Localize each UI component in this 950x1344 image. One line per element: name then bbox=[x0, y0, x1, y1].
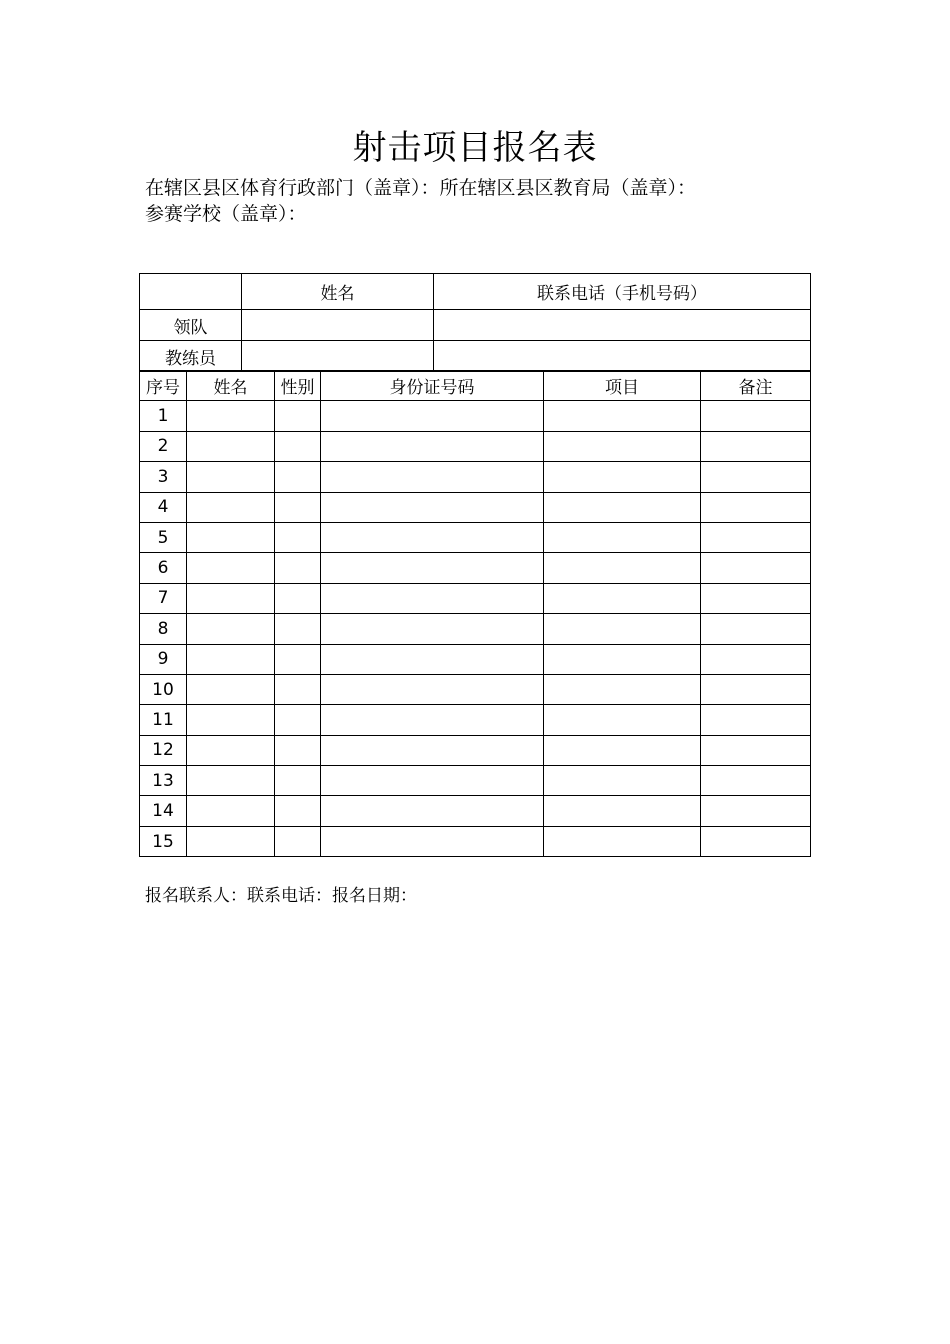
table-row bbox=[140, 735, 811, 765]
staff-phone-cell[interactable] bbox=[434, 341, 811, 372]
event-cell[interactable] bbox=[544, 583, 701, 613]
gender-cell[interactable] bbox=[275, 583, 321, 613]
remarks-cell[interactable] bbox=[701, 492, 811, 522]
gender-cell[interactable] bbox=[275, 735, 321, 765]
staff-table-header bbox=[140, 274, 811, 310]
staff-header-phone: 联系电话（手机号码） bbox=[434, 274, 811, 310]
name-cell[interactable] bbox=[187, 614, 275, 644]
table-row bbox=[140, 462, 811, 492]
gender-cell[interactable] bbox=[275, 522, 321, 552]
row-number-cell: 8 bbox=[140, 614, 187, 644]
athlete-table bbox=[139, 370, 811, 857]
name-cell[interactable] bbox=[187, 522, 275, 552]
event-cell[interactable] bbox=[544, 401, 701, 431]
staff-header-name: 姓名 bbox=[242, 274, 434, 310]
event-cell[interactable] bbox=[544, 462, 701, 492]
remarks-cell[interactable] bbox=[701, 462, 811, 492]
event-cell[interactable] bbox=[544, 766, 701, 796]
event-cell[interactable] bbox=[544, 522, 701, 552]
event-cell[interactable] bbox=[544, 674, 701, 704]
id-number-cell[interactable] bbox=[321, 705, 544, 735]
col-header-name: 姓名 bbox=[187, 371, 275, 401]
gender-cell[interactable] bbox=[275, 553, 321, 583]
table-row bbox=[140, 614, 811, 644]
gender-cell[interactable] bbox=[275, 462, 321, 492]
col-header-event: 项目 bbox=[544, 371, 701, 401]
id-number-cell[interactable] bbox=[321, 553, 544, 583]
table-row bbox=[140, 674, 811, 704]
remarks-cell[interactable] bbox=[701, 644, 811, 674]
gender-cell[interactable] bbox=[275, 614, 321, 644]
table-row bbox=[140, 705, 811, 735]
name-cell[interactable] bbox=[187, 583, 275, 613]
table-row bbox=[140, 522, 811, 552]
row-number-cell: 1 bbox=[140, 401, 187, 431]
table-row bbox=[140, 826, 811, 856]
table-row bbox=[140, 796, 811, 826]
header-line-1: 在辖区县区体育行政部门（盖章）：所在辖区县区教育局（盖章）： bbox=[145, 177, 697, 199]
staff-row-coach bbox=[140, 341, 811, 372]
staff-row-label: 教练员 bbox=[140, 341, 242, 372]
row-number-cell: 12 bbox=[140, 735, 187, 765]
staff-phone-cell[interactable] bbox=[434, 310, 811, 341]
event-cell[interactable] bbox=[544, 614, 701, 644]
col-header-id-number: 身份证号码 bbox=[321, 371, 544, 401]
gender-cell[interactable] bbox=[275, 826, 321, 856]
event-cell[interactable] bbox=[544, 492, 701, 522]
name-cell[interactable] bbox=[187, 705, 275, 735]
event-cell[interactable] bbox=[544, 644, 701, 674]
remarks-cell[interactable] bbox=[701, 614, 811, 644]
staff-row-leader bbox=[140, 310, 811, 341]
row-number-cell: 7 bbox=[140, 583, 187, 613]
id-number-cell[interactable] bbox=[321, 796, 544, 826]
gender-cell[interactable] bbox=[275, 431, 321, 461]
row-number-cell: 13 bbox=[140, 766, 187, 796]
gender-cell[interactable] bbox=[275, 705, 321, 735]
staff-name-cell[interactable] bbox=[242, 310, 434, 341]
row-number-cell: 3 bbox=[140, 462, 187, 492]
name-cell[interactable] bbox=[187, 492, 275, 522]
row-number-cell: 4 bbox=[140, 492, 187, 522]
table-row bbox=[140, 431, 811, 461]
gender-cell[interactable] bbox=[275, 492, 321, 522]
name-cell[interactable] bbox=[187, 674, 275, 704]
id-number-cell[interactable] bbox=[321, 735, 544, 765]
name-cell[interactable] bbox=[187, 796, 275, 826]
id-number-cell[interactable] bbox=[321, 583, 544, 613]
remarks-cell[interactable] bbox=[701, 826, 811, 856]
table-row bbox=[140, 401, 811, 431]
name-cell[interactable] bbox=[187, 431, 275, 461]
remarks-cell[interactable] bbox=[701, 431, 811, 461]
id-number-cell[interactable] bbox=[321, 492, 544, 522]
row-number-cell: 14 bbox=[140, 796, 187, 826]
gender-cell[interactable] bbox=[275, 401, 321, 431]
event-cell[interactable] bbox=[544, 796, 701, 826]
remarks-cell[interactable] bbox=[701, 522, 811, 552]
id-number-cell[interactable] bbox=[321, 766, 544, 796]
gender-cell[interactable] bbox=[275, 674, 321, 704]
gender-cell[interactable] bbox=[275, 796, 321, 826]
id-number-cell[interactable] bbox=[321, 462, 544, 492]
name-cell[interactable] bbox=[187, 462, 275, 492]
name-cell[interactable] bbox=[187, 401, 275, 431]
header-line-2: 参赛学校（盖章）： bbox=[145, 203, 307, 225]
row-number-cell: 10 bbox=[140, 674, 187, 704]
name-cell[interactable] bbox=[187, 553, 275, 583]
remarks-cell[interactable] bbox=[701, 705, 811, 735]
page-title: 射击项目报名表 bbox=[352, 128, 598, 168]
row-number-cell: 9 bbox=[140, 644, 187, 674]
athlete-table-header bbox=[140, 371, 811, 401]
row-number-cell: 11 bbox=[140, 705, 187, 735]
id-number-cell[interactable] bbox=[321, 614, 544, 644]
id-number-cell[interactable] bbox=[321, 644, 544, 674]
remarks-cell[interactable] bbox=[701, 401, 811, 431]
remarks-cell[interactable] bbox=[701, 796, 811, 826]
row-number-cell: 15 bbox=[140, 826, 187, 856]
remarks-cell[interactable] bbox=[701, 674, 811, 704]
event-cell[interactable] bbox=[544, 553, 701, 583]
remarks-cell[interactable] bbox=[701, 583, 811, 613]
col-header-remarks: 备注 bbox=[701, 371, 811, 401]
name-cell[interactable] bbox=[187, 766, 275, 796]
table-row bbox=[140, 644, 811, 674]
name-cell[interactable] bbox=[187, 644, 275, 674]
event-cell[interactable] bbox=[544, 705, 701, 735]
event-cell[interactable] bbox=[544, 431, 701, 461]
remarks-cell[interactable] bbox=[701, 766, 811, 796]
row-number-cell: 6 bbox=[140, 553, 187, 583]
row-number-cell: 5 bbox=[140, 522, 187, 552]
staff-row-label: 领队 bbox=[140, 310, 242, 341]
id-number-cell[interactable] bbox=[321, 522, 544, 552]
staff-name-cell[interactable] bbox=[242, 341, 434, 372]
id-number-cell[interactable] bbox=[321, 826, 544, 856]
table-row bbox=[140, 492, 811, 522]
footer-contact-line: 报名联系人：联系电话：报名日期： bbox=[145, 886, 417, 906]
gender-cell[interactable] bbox=[275, 644, 321, 674]
remarks-cell[interactable] bbox=[701, 553, 811, 583]
table-row bbox=[140, 583, 811, 613]
row-number-cell: 2 bbox=[140, 431, 187, 461]
event-cell[interactable] bbox=[544, 735, 701, 765]
event-cell[interactable] bbox=[544, 826, 701, 856]
staff-header-blank bbox=[140, 274, 242, 310]
id-number-cell[interactable] bbox=[321, 401, 544, 431]
name-cell[interactable] bbox=[187, 826, 275, 856]
id-number-cell[interactable] bbox=[321, 431, 544, 461]
gender-cell[interactable] bbox=[275, 766, 321, 796]
table-row bbox=[140, 766, 811, 796]
table-row bbox=[140, 553, 811, 583]
col-header-no: 序号 bbox=[140, 371, 187, 401]
remarks-cell[interactable] bbox=[701, 735, 811, 765]
staff-table bbox=[139, 273, 811, 372]
name-cell[interactable] bbox=[187, 735, 275, 765]
id-number-cell[interactable] bbox=[321, 674, 544, 704]
col-header-gender: 性别 bbox=[275, 371, 321, 401]
